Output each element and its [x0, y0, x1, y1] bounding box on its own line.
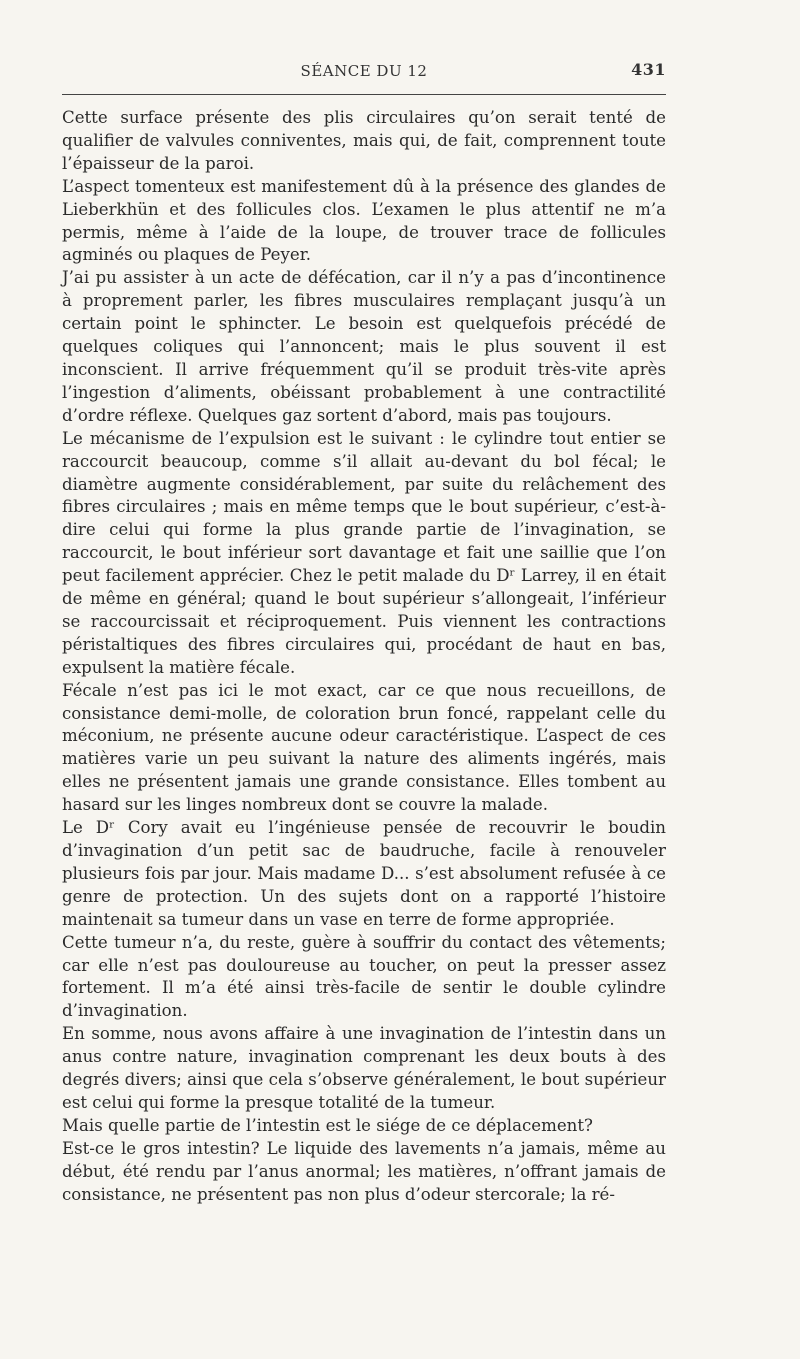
- paragraph: Le mécanisme de l’expulsion est le suivant : le cylindre tout entier se raccourcit beaucoup, comme s’il allait au-devant du bol fécal; le diamètre augmente considérablement, par suite du relâchement des fibres circulaires ; mais en même temps que le bout supérieur, c’est-à-dire celui qui forme la plus grande partie de l’invagination, se raccourcit, le bout inférieur sort davantage et fait une saillie que l’on peut facilement apprécier. Chez le petit malade du Dʳ Larrey, il en était de même en général; quand le bout supérieur s’allongeait, l’inférieur se raccourcissait et réciproquement. Puis viennent les contractions péristaltiques des fibres circulaires qui, procédant de haut en bas, expulsent la matière fécale.: [62, 428, 666, 677]
- paragraph: Fécale n’est pas ici le mot exact, car ce que nous recueillons, de consistance demi-molle, de coloration brun foncé, rappelant celle du méconium, ne présente aucune odeur caractéristique. L’aspect de ces matières varie un peu suivant la nature des aliments ingérés, mais elles ne présentent jamais une grande consistance. Elles tombent au hasard sur les linges nombreux dont se couvre la malade.: [62, 680, 666, 815]
- paragraph: J’ai pu assister à un acte de défécation, car il n’y a pas d’incontinence à proprement parler, les fibres musculaires remplaçant jusqu’à un certain point le sphincter. Le besoin est quelquefois précédé de quelques coliques qui l’annoncent; mais le plus souvent il est inconscient. Il arrive fréquemment qu’il se produit très-vite après l’ingestion d’aliments, obéissant probablement à une contractilité d’ordre réflexe. Quelques gaz sortent d’abord, mais pas toujours.: [62, 268, 666, 425]
- paragraph: Mais quelle partie de l’intestin est le siége de ce déplacement?: [62, 1115, 593, 1135]
- book-page: [62, 58, 666, 1207]
- running-title: SÉANCE DU 12: [300, 62, 428, 80]
- paragraph: L’aspect tomenteux est manifestement dû à la présence des glandes de Lieberkhün et des follicules clos. L’examen le plus attentif ne m’a permis, même à l’aide de la loupe, de trouver trace de follicules agminés ou plaques de Peyer.: [62, 176, 666, 265]
- body-text: [62, 107, 666, 1207]
- paragraph: Cette tumeur n’a, du reste, guère à souffrir du contact des vêtements; car elle n’est pas douloureuse au toucher, on peut la presser assez fortement. Il m’a été ainsi très-facile de sentir le double cylindre d’invagination.: [62, 932, 666, 1021]
- paragraph: Cette surface présente des plis circulaires qu’on serait tenté de qualifier de valvules conniventes, mais qui, de fait, comprennent toute l’épaisseur de la paroi.: [62, 108, 666, 173]
- header-rule: [62, 94, 666, 95]
- paragraph: En somme, nous avons affaire à une invagination de l’intestin dans un anus contre nature, invagination comprenant les deux bouts à des degrés divers; ainsi que cela s’observe généralement, le bout supérieur est celui qui forme la presque totalité de la tumeur.: [62, 1024, 666, 1112]
- page-number: 431: [631, 60, 666, 79]
- paragraph: Est-ce le gros intestin? Le liquide des lavements n’a jamais, même au début, été rendu par l’anus anormal; les matières, n’offrant jamais de consistance, ne présentent pas non plus d’odeur stercorale; la ré-: [62, 1138, 666, 1204]
- running-header: [62, 58, 666, 84]
- paragraph: Le Dʳ Cory avait eu l’ingénieuse pensée de recouvrir le boudin d’invagination d’un petit sac de baudruche, facile à renouveler plusieurs fois par jour. Mais madame D... s’est absolument refusée à ce genre de protection. Un des sujets dont on a rapporté l’histoire maintenait sa tumeur dans un vase en terre de forme appropriée.: [62, 818, 666, 929]
